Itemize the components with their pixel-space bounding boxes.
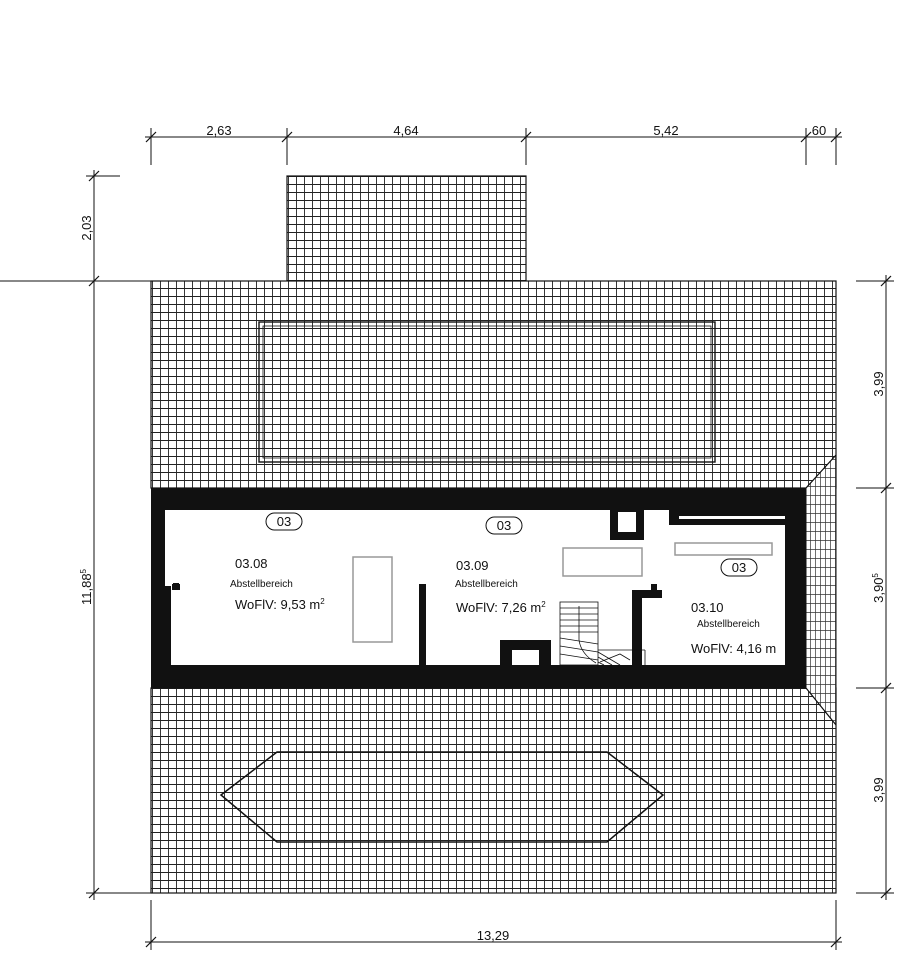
room-area-value: WoFlV: 7,26 m: [456, 600, 542, 615]
dimension-sup: 5: [871, 573, 880, 578]
room-name: Abstellbereich: [230, 579, 293, 590]
room-area-sup: 2: [320, 597, 325, 606]
dimension-value: 11,88: [79, 573, 94, 606]
chimney-west: [419, 584, 426, 665]
room-number: 03.09: [456, 558, 489, 573]
chimney-bottom-inner: [512, 650, 539, 665]
wall-right-upper: [669, 510, 785, 516]
room-area-value: WoFlV: 4,16 m: [691, 641, 777, 656]
room-name: Abstellbereich: [697, 619, 760, 630]
roof-dormer-top: [287, 176, 526, 281]
wall-right-upper-2: [669, 519, 785, 525]
dimension-label: 2,03: [79, 215, 94, 241]
dimension-sup: 5: [79, 568, 88, 574]
room-area-value: WoFlV: 9,53 m: [235, 597, 321, 612]
skylight-upper: [259, 322, 715, 462]
room-number: 03.08: [235, 556, 268, 571]
room-number: 03.10: [691, 600, 724, 615]
dimension-bottom: [145, 900, 842, 950]
chimney-top-inner: [618, 512, 636, 532]
dimension-value: 3,90: [871, 577, 886, 603]
wall-right-edge: [785, 510, 788, 665]
room-name: Abstellbereich: [455, 579, 518, 590]
room-area: [235, 597, 325, 612]
room-area: [691, 641, 776, 656]
dimension-label: [871, 573, 886, 603]
dimension-label: 60: [811, 123, 827, 138]
dimension-top: [145, 123, 842, 165]
dormer-lower: [221, 752, 663, 842]
dimension-label: 13,29: [476, 928, 510, 943]
room-area: [456, 600, 546, 615]
partition-wall: [165, 586, 171, 665]
room-tag-text: 03: [731, 560, 747, 575]
wall-room-3-10-top: [632, 590, 662, 598]
dimension-right: [856, 275, 894, 900]
wall-right-upper-stub: [669, 510, 679, 525]
room-tag-text: 03: [496, 518, 512, 533]
dimension-label: 5,42: [653, 123, 679, 138]
wall-post: [173, 583, 179, 589]
dimension-label: [79, 568, 94, 605]
dimension-label: 2,63: [206, 123, 232, 138]
dimension-label: 3,99: [871, 371, 886, 397]
dimension-left: [0, 170, 151, 900]
dimension-label: 4,64: [393, 123, 419, 138]
wall-room-3-10: [632, 590, 642, 665]
roof-hip-right: [806, 455, 836, 725]
room-area-sup: 2: [541, 600, 546, 609]
wall-post-2: [651, 584, 657, 592]
room-tag-text: 03: [276, 514, 292, 529]
dimension-label: 3,99: [871, 777, 886, 803]
wall-outer-right: [786, 488, 806, 688]
